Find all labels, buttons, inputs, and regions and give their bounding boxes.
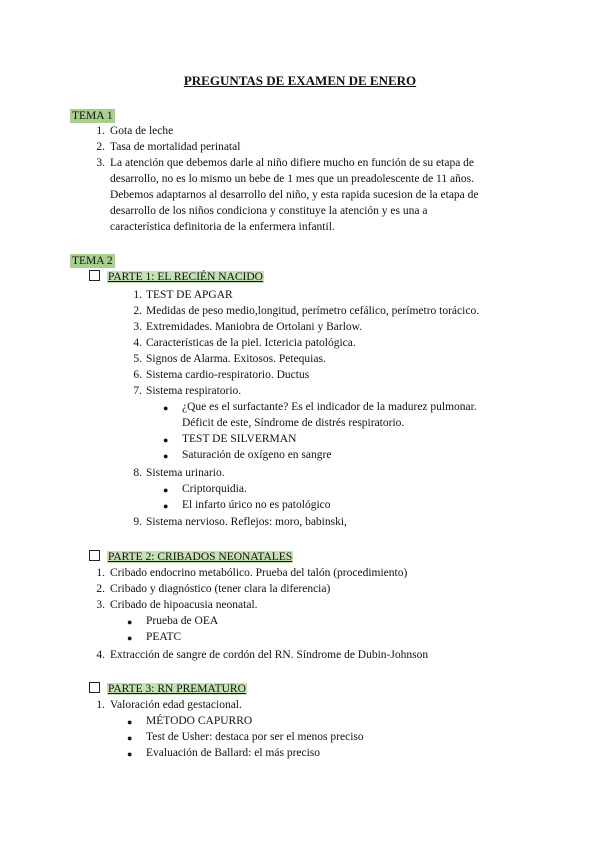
list-item: Extremidades. Maniobra de Ortolani y Barlow. — [146, 321, 363, 333]
bullet-item: El infarto úrico no es patológico — [182, 499, 331, 511]
checkbox-icon — [89, 550, 100, 561]
list-number: 3. — [133, 321, 142, 333]
page-title: PREGUNTAS DE EXAMEN DE ENERO — [183, 73, 417, 88]
bullet-icon: ● — [163, 403, 169, 413]
list-item: Sistema urinario. — [146, 467, 225, 479]
bullet-icon: ● — [127, 633, 133, 643]
bullet-item: PEATC — [146, 631, 182, 643]
list-number: 5. — [133, 353, 142, 365]
list-number: 7. — [133, 385, 142, 397]
bullet-icon: ● — [163, 501, 169, 511]
bullet-icon: ● — [163, 485, 169, 495]
list-item-line: La atención que debemos darle al niño difiere mucho en función de su etapa de — [110, 157, 475, 169]
list-item: Cribado de hipoacusia neonatal. — [110, 599, 258, 611]
list-number: 1. — [96, 567, 105, 579]
list-number: 2. — [133, 305, 142, 317]
bullet-item: MÉTODO CAPURRO — [146, 715, 253, 727]
tema2-heading: TEMA 2 — [72, 255, 113, 267]
list-number: 4. — [133, 337, 142, 349]
list-item: Sistema nervioso. Reflejos: moro, babinski, — [146, 516, 347, 528]
list-number: 6. — [133, 369, 142, 381]
list-number: 1. — [96, 125, 105, 137]
checkbox-icon — [89, 682, 100, 693]
parte1-label: PARTE 1: EL RECIÉN NACIDO — [108, 271, 263, 283]
list-item: Características de la piel. Ictericia patológica. — [146, 337, 356, 349]
bullet-item: Criptorquidia. — [182, 483, 247, 495]
list-item: Signos de Alarma. Exitosos. Petequias. — [146, 353, 326, 365]
list-item-line: desarrollo, no es lo mismo un bebe de 1 mes que un preadolescente de 11 años. — [110, 173, 474, 185]
bullet-icon: ● — [163, 435, 169, 445]
list-item: Valoración edad gestacional. — [110, 699, 242, 711]
list-item: Extracción de sangre de cordón del RN. Síndrome de Dubin-Johnson — [110, 649, 429, 661]
list-item: Tasa de mortalidad perinatal — [110, 141, 241, 153]
list-number: 2. — [96, 583, 105, 595]
parte3-heading — [89, 682, 247, 696]
list-number: 1. — [133, 289, 142, 301]
list-item: Gota de leche — [110, 125, 174, 137]
parte1-heading — [89, 270, 264, 284]
bullet-icon: ● — [163, 451, 169, 461]
bullet-item: Prueba de OEA — [146, 615, 219, 627]
bullet-icon: ● — [127, 717, 133, 727]
parte2-heading — [89, 550, 293, 564]
list-number: 3. — [96, 599, 105, 611]
list-number: 9. — [133, 516, 142, 528]
bullet-icon: ● — [127, 617, 133, 627]
checkbox-icon — [89, 270, 100, 281]
bullet-item-line: Déficit de este, Síndrome de distrés respiratorio. — [182, 417, 405, 429]
parte2-label: PARTE 2: CRIBADOS NEONATALES — [108, 551, 293, 563]
bullet-item: TEST DE SILVERMAN — [182, 433, 297, 445]
list-item: Sistema cardio-respiratorio. Ductus — [146, 369, 310, 381]
list-number: 4. — [96, 649, 105, 661]
list-item: TEST DE APGAR — [146, 289, 233, 301]
list-item: Cribado endocrino metabólico. Prueba del talón (procedimiento) — [110, 567, 408, 579]
tema1-heading: TEMA 1 — [72, 110, 113, 122]
bullet-item: Evaluación de Ballard: el más preciso — [146, 747, 321, 759]
parte3-label: PARTE 3: RN PREMATURO — [108, 683, 246, 695]
list-item: Sistema respiratorio. — [146, 385, 242, 397]
list-number: 3. — [96, 157, 105, 169]
bullet-item: Saturación de oxígeno en sangre — [182, 449, 332, 461]
bullet-item: ¿Que es el surfactante? Es el indicador de la madurez pulmonar. — [182, 401, 477, 413]
list-item-line: característica definitoria de la enfermera infantil. — [110, 221, 335, 233]
list-item: Medidas de peso medio,longitud, perímetro cefálico, perímetro torácico. — [146, 305, 480, 317]
list-item-line: Debemos adaptarnos al desarrollo del niño, y esta rapida sucesion de la etapa de — [110, 189, 479, 201]
bullet-item: Test de Usher: destaca por ser el menos preciso — [146, 731, 364, 743]
list-number: 2. — [96, 141, 105, 153]
list-number: 8. — [133, 467, 142, 479]
bullet-icon: ● — [127, 749, 133, 759]
list-number: 1. — [96, 699, 105, 711]
bullet-icon: ● — [127, 733, 133, 743]
list-item: Cribado y diagnóstico (tener clara la diferencia) — [110, 583, 331, 595]
list-item-line: desarrollo de los niños condiciona y constituye la atención y es una a — [110, 205, 428, 217]
